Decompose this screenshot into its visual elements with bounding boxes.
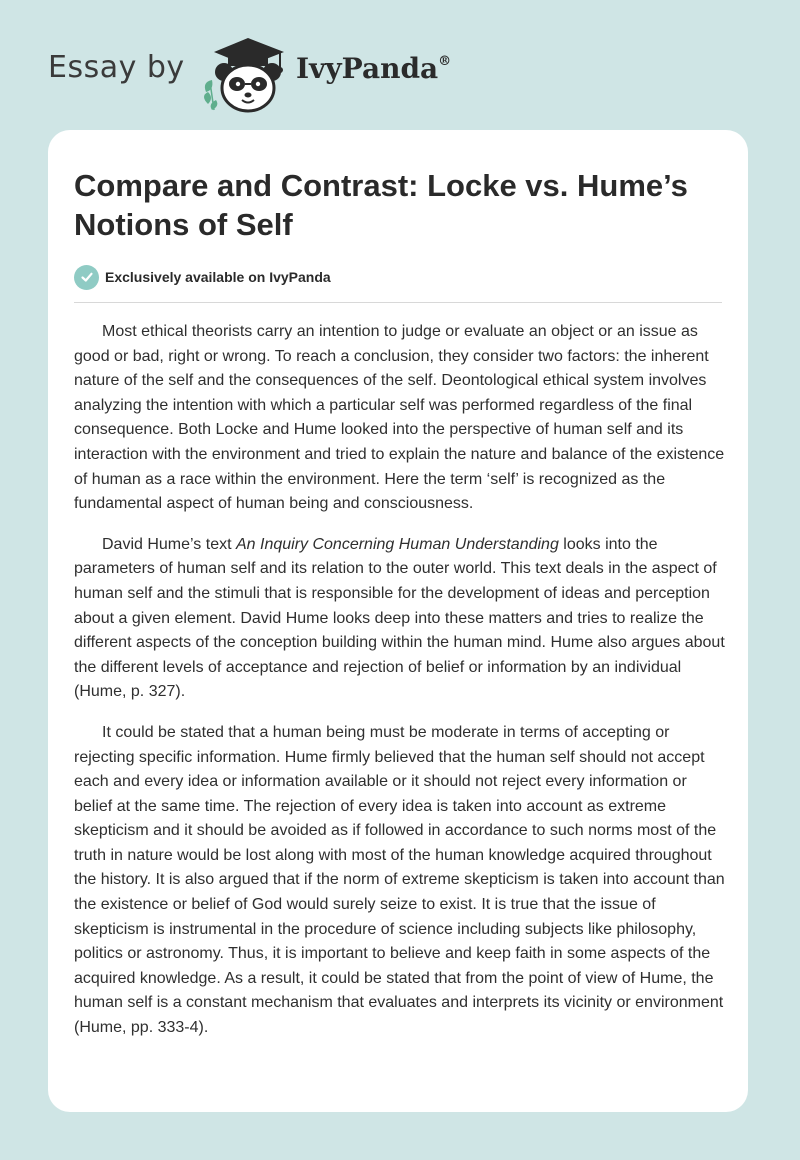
paragraph-3: It could be stated that a human being must be moderate in terms of accepting or rejecting specific information. Hume firmly believed that the human self should not accept each and every idea or information available or it should not reject every information or belief at the same time. The rejection of every idea is taken into account as extreme skepticism and it should be avoided as if followed in accordance to such norms most of the truth in nature would be lost along with most of the human knowledge acquired throughout the history. It is also argued that if the norm of extreme skepticism is taken into account than the existence or belief of God would surely seize to exist. It is true that the issue of skepticism is instrumental in the procedure of science including subjects like philosophy, politics or astronomy. Thus, it is important to believe and keep faith in some aspects of the acquired knowledge. As a result, it could be stated that from the point of view of Hume, the human self is a constant mechanism that evaluates and interprets its vicinity or environment (Hume, pp. 333-4). <box>74 723 725 1037</box>
essay-card <box>48 130 748 1112</box>
checkmark-icon <box>74 265 99 290</box>
essay-body <box>74 320 726 1057</box>
site-header <box>48 34 508 114</box>
title-divider <box>74 302 722 303</box>
exclusive-badge-label: Exclusively available on IvyPanda <box>105 269 331 285</box>
essay-title: Compare and Contrast: Locke vs. Hume’s Notions of Self <box>74 168 688 242</box>
exclusive-badge <box>74 264 331 290</box>
paragraph-1: Most ethical theorists carry an intention to judge or evaluate an object or an issue as good or bad, right or wrong. To reach a conclusion, they consider two factors: the inherent nature of the self and the consequences of the self. Deontological ethical system involves analyzing the intention with which a particular self was performed regardless of the final consequence. Both Locke and Hume looked into the perspective of human self and its interaction with the environment and tried to explain the nature and balance of the existence of human as a race within the environment. Here the term ‘self’ is recognized as the fundamental aspect of human being and consciousness. <box>74 323 725 513</box>
paragraph-2: David Hume’s text An Inquiry Concerning Human Understanding looks into the parameters of human self and its relation to the outer world. This text deals in the aspect of human self and the stimuli that is responsible for the development of ideas and perception about a given element. David Hume looks deep into these matters and tries to realize the different aspects of the conception building within the human mind. Hume also argues about the different levels of acceptance and rejection of belief or information by an individual (Hume, p. 327). <box>74 535 725 701</box>
essay-by-label: Essay by <box>48 50 185 85</box>
brand-name[interactable]: IvyPanda® <box>296 52 452 85</box>
book-title: An Inquiry Concerning Human Understanding <box>235 535 559 553</box>
registered-mark: ® <box>438 54 452 69</box>
panda-logo-icon[interactable] <box>200 34 292 114</box>
